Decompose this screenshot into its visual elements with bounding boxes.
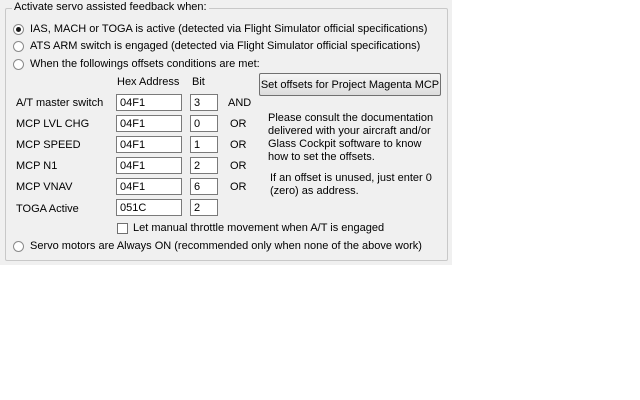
hex-address-header: Hex Address [117,76,180,88]
bit-field-at-master[interactable] [190,94,218,111]
hex-field-mcp-n1[interactable] [116,157,182,174]
group-title: Activate servo assisted feedback when: [14,1,207,13]
row-label-lvl-chg: MCP LVL CHG [16,118,90,130]
radio-always-on[interactable] [13,241,24,252]
manual-throttle-checkbox[interactable] [117,223,128,234]
hex-field-mcp-speed[interactable] [116,136,182,153]
bit-field-lvl-chg[interactable] [190,115,218,132]
offsets-help-text: Please consult the documentation delivered with your aircraft and/or Glass Cockpit software to know how to set the offsets. [268,112,434,163]
operator-lvl-chg: OR [230,118,247,130]
manual-throttle-label[interactable]: Let manual throttle movement when A/T is engaged [133,222,385,234]
row-label-mcp-speed: MCP SPEED [16,139,81,151]
radio-offsets-conditions[interactable] [13,59,24,70]
radio-ats-arm-label[interactable]: ATS ARM switch is engaged (detected via Flight Simulator official specifications) [30,40,421,52]
row-label-mcp-vnav: MCP VNAV [16,181,73,193]
operator-mcp-n1: OR [230,160,247,172]
unused-offset-hint: If an offset is unused, just enter 0 (zero) as address. [270,172,432,197]
bit-header: Bit [192,76,205,88]
bit-field-mcp-speed[interactable] [190,136,218,153]
radio-offsets-conditions-label[interactable]: When the followings offsets conditions are met: [30,58,260,70]
operator-at-master: AND [228,97,252,109]
set-offsets-button[interactable]: Set offsets for Project Magenta MCP [259,73,441,96]
radio-ats-arm[interactable] [13,41,24,52]
settings-panel [0,0,452,265]
radio-selected-dot [16,27,21,32]
operator-mcp-speed: OR [230,139,247,151]
radio-ias-mach-toga-label[interactable]: IAS, MACH or TOGA is active (detected via Flight Simulator official specifications) [30,23,428,35]
operator-mcp-vnav: OR [230,181,247,193]
radio-always-on-label[interactable]: Servo motors are Always ON (recommended only when none of the above work) [30,240,422,252]
hex-field-at-master[interactable] [116,94,182,111]
radio-ias-mach-toga[interactable] [13,24,24,35]
bit-field-toga-active[interactable] [190,199,218,216]
bit-field-mcp-vnav[interactable] [190,178,218,195]
hex-field-mcp-vnav[interactable] [116,178,182,195]
hex-field-lvl-chg[interactable] [116,115,182,132]
row-label-at-master: A/T master switch [16,97,104,109]
hex-field-toga-active[interactable] [116,199,182,216]
bit-field-mcp-n1[interactable] [190,157,218,174]
row-label-mcp-n1: MCP N1 [16,160,58,172]
row-label-toga-active: TOGA Active [16,203,79,215]
